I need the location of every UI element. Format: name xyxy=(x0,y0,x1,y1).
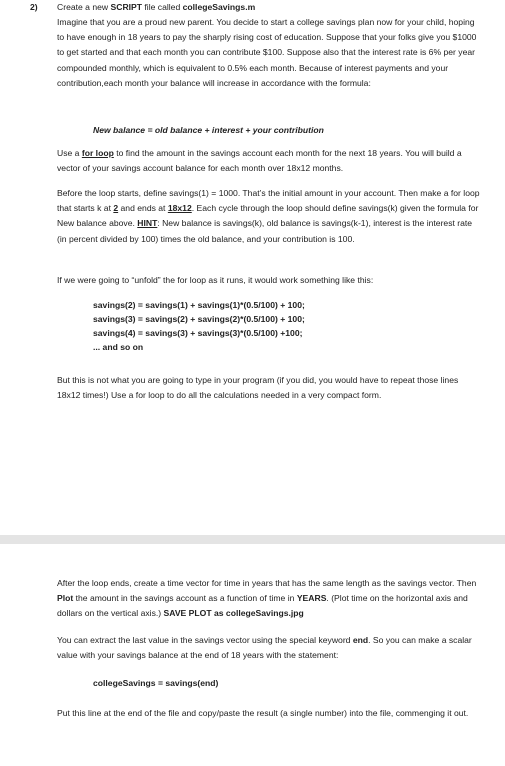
before-text-4: : New balance is savings(k), old balance is savings(k-1), interest is the interest rate (in percent divided by 100) times the old balance, and your contribution is 100. xyxy=(57,218,473,244)
end-index: 18x12 xyxy=(167,203,192,214)
heading-filename: collegeSavings.m xyxy=(182,2,256,12)
but-paragraph: But this is not what you are going to type in your program (if you did, you would have to repeat those lines 18x12 times!) Use a for loop to do all the calculations needed in a very compact form. xyxy=(57,375,459,401)
end-keyword: end xyxy=(352,635,369,645)
statement-code: collegeSavings = savings(end) xyxy=(93,678,219,688)
statement xyxy=(93,676,218,691)
after-text-3: . (Plot time on the horizontal axis and dollars on the vertical axis.) xyxy=(57,593,468,619)
loop-text-post: to find the amount in the savings account each month for the next 18 years. You will build a vector of your savings account balance for each month over 18x12 months. xyxy=(57,148,462,174)
before-text-3: . Each cycle through the loop should define savings(k) given the formula for New balance above. xyxy=(57,203,479,229)
page-break xyxy=(0,535,505,544)
unfold-paragraph: If we were going to “unfold” the for loop as it runs, it would work something like this: xyxy=(57,275,374,285)
code-block xyxy=(93,298,305,354)
code-line: savings(3) = savings(2) + savings(2)*(0.5/100) + 100; xyxy=(93,314,305,324)
formula xyxy=(93,123,324,138)
years-keyword: YEARS xyxy=(296,593,327,604)
before-text-2: and ends at xyxy=(118,203,168,214)
heading-script-keyword: SCRIPT xyxy=(110,2,143,12)
start-index: 2 xyxy=(113,203,119,214)
after-text-2: the amount in the savings account as a function of time in xyxy=(73,593,297,604)
code-line: savings(4) = savings(3) + savings(3)*(0.5/100) +100; xyxy=(93,328,303,338)
after-loop-paragraph xyxy=(57,576,482,622)
hint-label: HINT xyxy=(137,218,158,229)
after-text-1: After the loop ends, create a time vector for time in years that has the same length as the savings vector. Then xyxy=(57,578,477,588)
extract-text-1: You can extract the last value in the savings vector using the special keyword xyxy=(57,635,353,645)
code-line: ... and so on xyxy=(93,342,144,352)
for-loop-emphasis: for loop xyxy=(81,148,114,158)
before-loop-paragraph xyxy=(57,186,482,247)
intro-paragraph: Imagine that you are a proud new parent. You decide to start a college savings plan now for your child, hoping to have enough in 18 years to pay the sharply rising cost of education. Suppose that your folks give you $1000 to get started and that each month you can contribute $100. Suppose also that the interest rate is 6% per year compounded monthly, which is equivalent to 0.5% each month. Because of interest payments and your contribution,each month your balance will increase in accordance with the formula: xyxy=(57,17,477,88)
before-text-1: Before the loop starts, define savings(1) = 1000. That’s the initial amount in your account. Then make a for loop that starts k at xyxy=(57,188,480,214)
loop-paragraph xyxy=(57,146,482,176)
document-page-2 xyxy=(0,544,505,766)
save-plot-instruction: SAVE PLOT as collegeSavings.jpg xyxy=(163,608,304,619)
put-paragraph: Put this line at the end of the file and copy/paste the result (a single number) into the file, commenging it out. xyxy=(57,708,469,718)
heading-text: Create a new xyxy=(57,2,111,12)
plot-keyword: Plot xyxy=(57,593,74,604)
code-line: savings(2) = savings(1) + savings(1)*(0.5/100) + 100; xyxy=(93,300,305,310)
heading-text-mid: file called xyxy=(142,2,183,12)
loop-text: Use a xyxy=(57,148,82,158)
extract-paragraph xyxy=(57,633,482,663)
formula-text: New balance = old balance + interest + your contribution xyxy=(93,125,324,135)
problem-number: 2) xyxy=(30,2,38,12)
problem-heading xyxy=(57,0,482,15)
extract-text-2: . So you can make a scalar value with your savings balance at the end of 18 years with the statement: xyxy=(57,635,472,661)
